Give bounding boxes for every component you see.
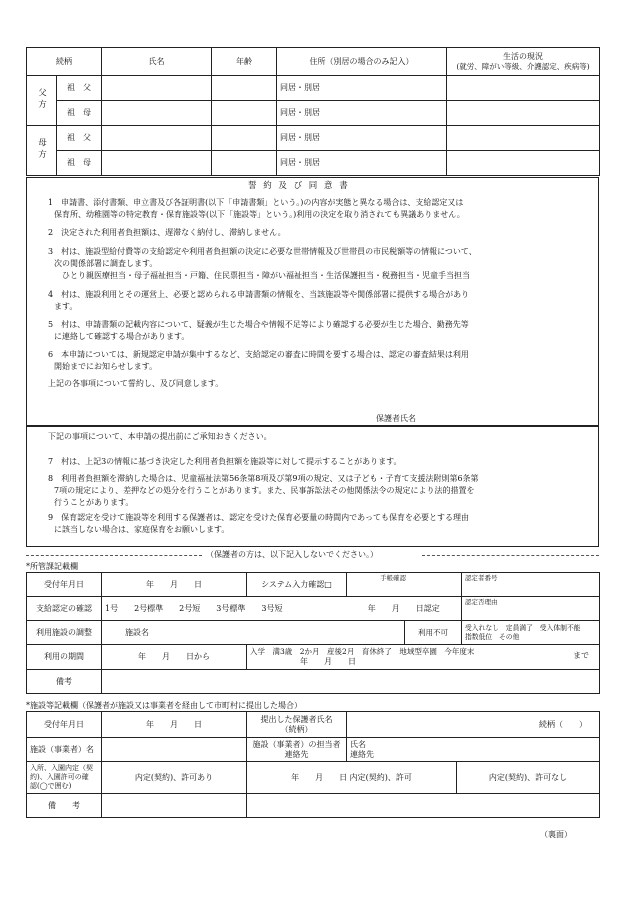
facility-name-label: 施設（事業者）名 — [27, 738, 102, 762]
mother-grandfather-label: 祖 父 — [57, 126, 102, 151]
contact-person-field[interactable] — [347, 738, 600, 762]
address-cell[interactable] — [277, 126, 447, 151]
age-cell[interactable] — [212, 101, 277, 126]
age-cell[interactable] — [212, 76, 277, 101]
pledge-item-3a: 3 村は、施設型給付費等の支給認定や利用者負担額の決定に必要な世帯情報及び世帯員の市民税額等の情報について、 — [48, 247, 477, 256]
office-table — [26, 572, 600, 694]
denial-reason-label: 認定否理由 — [465, 598, 498, 606]
status-cell[interactable] — [447, 151, 600, 176]
submitter-label-line2: （続柄） — [280, 724, 313, 734]
reasons-line1: 受入れなし 定員満了 受入体制不能 — [465, 623, 581, 632]
period-from[interactable]: 年 月 日から — [102, 645, 247, 670]
name-cell[interactable] — [102, 126, 212, 151]
guardian-name-label: 保護者氏名 — [376, 414, 416, 423]
period-label: 利用の期間 — [27, 645, 102, 670]
contact-name-label: 氏名 — [350, 739, 366, 749]
pledge-item-6b: 開始までにお知らせします。 — [54, 362, 158, 371]
page-footer: （裏面） — [540, 830, 572, 839]
pledge-item-1a: 1 申請書、添付書類、申立書及び各証明書(以下「申請書類」という。)の内容が実態と異なる場合は、支給認定又は — [48, 198, 464, 207]
not-available-label: 利用不可 — [405, 621, 462, 645]
pledge-item-3c: ひとり親医療担当・母子福祉担当・戸籍、住民票担当・障がい福祉担当・生活保護担当・税務担当・児童手当担当 — [62, 271, 470, 280]
facility-section-title: *施設等記載欄（保護者が施設又は事業者を経由して市町村に提出した場合） — [26, 701, 302, 710]
facility-remarks-field-2[interactable] — [247, 794, 600, 818]
living-status[interactable]: 同居・別居 — [280, 158, 320, 167]
facility-remarks-label: 備 考 — [27, 794, 102, 818]
header-address: 住所（別居の場合のみ記入） — [277, 48, 447, 76]
address-cell[interactable] — [277, 76, 447, 101]
cert-number-cell[interactable] — [462, 573, 600, 597]
header-status — [447, 48, 600, 76]
family-table — [26, 47, 600, 176]
pledge-item-5a: 5 村は、申請書類の記載内容について、疑義が生じた場合や情報不足等により確認する必要が生じた場合、勤務先等 — [48, 320, 469, 329]
name-cell[interactable] — [102, 76, 212, 101]
cert-options[interactable]: 1号 2号標準 2号短 3号標準 3号短 — [102, 597, 347, 621]
status-cell[interactable] — [447, 76, 600, 101]
contact-person-label — [247, 738, 347, 762]
divider-line-right — [422, 555, 599, 556]
notice-item-7: 7 村は、上記3の情報に基づき決定した利用者負担額を施設等に対して提示することがあります。 — [48, 457, 402, 466]
admission-label-line3: 認(◯で囲む) — [30, 782, 72, 790]
group-father: 父方 — [27, 76, 57, 126]
header-name: 氏名 — [102, 48, 212, 76]
admission-option-no[interactable]: 内定(契約)、許可なし — [457, 762, 600, 794]
admission-label-line2: 約)、入園許可の確 — [30, 773, 89, 781]
facility-receipt-label: 受付年月日 — [27, 712, 102, 738]
pledge-item-6a: 6 本申請については、新規認定申請が集中するなど、支給認定の審査に時間を要する場合は、認定の審査結果は利用 — [48, 350, 469, 359]
reasons-line2: 指数低位 その他 — [465, 632, 520, 641]
handbook-check-cell[interactable] — [347, 573, 462, 597]
admission-label-line1: 入所、入園内定（契 — [30, 764, 93, 772]
age-cell[interactable] — [212, 126, 277, 151]
header-age: 年齢 — [212, 48, 277, 76]
office-receipt-date[interactable]: 年 月 日 — [102, 573, 247, 597]
notice-item-8a: 8 利用者負担額を滞納した場合は、児童福祉法第56条第8項及び第9項の規定、又は子ども・子育て支援法附則第6条第 — [48, 474, 479, 483]
facility-remarks-field[interactable] — [102, 794, 247, 818]
divider-text: （保護者の方は、以下記入しないでください。） — [206, 550, 378, 559]
submitter-label — [247, 712, 347, 738]
office-remarks-field[interactable] — [102, 670, 600, 694]
system-input-check[interactable]: システム入力確認□ — [247, 573, 347, 597]
pledge-item-4b: ます。 — [54, 302, 78, 311]
facility-receipt-date[interactable]: 年 月 日 — [102, 712, 247, 738]
guardian-name-field[interactable] — [430, 410, 590, 424]
admission-option-yes[interactable]: 内定(契約)、許可あり — [102, 762, 247, 794]
submitter-label-line1: 提出した保護者氏名 — [260, 714, 333, 724]
contact-person-line2: 連絡先 — [284, 749, 309, 759]
period-options: 入学 満3歳 2か月 産後2月 育休終了 地域型卒園 今年度末 — [250, 647, 475, 656]
office-receipt-label: 受付年月日 — [27, 573, 102, 597]
office-section-title: *所管課記載欄 — [26, 562, 78, 571]
period-until-date: 年 月 日 — [300, 657, 356, 666]
reasons-cell[interactable] — [462, 621, 600, 645]
facility-adjust-label: 利用施設の調整 — [27, 621, 102, 645]
pledge-item-1b: 保育所、幼稚園等の特定教育・保育施設等(以下「施設等」という。)利用の決定を取り消されても異議ありません。 — [54, 210, 465, 219]
header-status-line2: (就労、障がい等級、介護認定、疾病等) — [456, 61, 590, 71]
admission-option-date[interactable]: 年 月 日 内定(契約)、許可 — [247, 762, 457, 794]
notice-intro: 下記の事項について、本申請の提出前にご承知おきください。 — [48, 432, 272, 441]
pledge-item-4a: 4 村は、施設利用とその運営上、必要と認められる申請書類の情報を、当該施設等や関係部署に提供する場合があり — [48, 290, 470, 299]
handbook-check-label: 手帳確認 — [380, 574, 406, 582]
cert-date[interactable]: 年 月 日認定 — [347, 597, 462, 621]
denial-reason-cell[interactable] — [462, 597, 600, 621]
cert-number-label: 認定者番号 — [465, 574, 498, 582]
living-status[interactable]: 同居・別居 — [280, 83, 320, 92]
pledge-title: 誓 約 及 び 同 意 書 — [248, 181, 350, 191]
pledge-item-3b: 次の関係部署に調査します。 — [54, 259, 158, 268]
pledge-agree: 上記の各事項について誓約し、及び同意します。 — [48, 379, 224, 388]
name-cell[interactable] — [102, 151, 212, 176]
group-mother: 母方 — [27, 126, 57, 176]
office-remarks-label: 備考 — [27, 670, 102, 694]
submitter-relation[interactable]: 続柄（ ） — [347, 712, 600, 738]
admission-confirm-label — [27, 762, 102, 794]
period-options-cell[interactable] — [247, 645, 600, 670]
facility-name-cell[interactable] — [102, 621, 405, 645]
notice-item-8b: 7項の規定により、差押などの処分を行うことがあります。また、民事訴訟法その他関係法令の規定により法的措置を — [54, 486, 475, 495]
status-cell[interactable] — [447, 126, 600, 151]
period-until: まで — [573, 651, 589, 660]
living-status[interactable]: 同居・別居 — [280, 133, 320, 142]
age-cell[interactable] — [212, 151, 277, 176]
notice-item-9b: に該当しない場合は、家庭保育をお願いします。 — [54, 525, 230, 534]
contact-person-line1: 施設（事業者）の担当者 — [252, 739, 341, 749]
divider-line-left — [26, 555, 202, 556]
notice-item-8c: 行うことがあります。 — [54, 498, 134, 507]
address-cell[interactable] — [277, 101, 447, 126]
facility-name-label: 施設名 — [125, 627, 149, 637]
header-status-line1: 生活の現況 — [503, 51, 543, 61]
facility-table — [26, 711, 600, 818]
address-cell[interactable] — [277, 151, 447, 176]
facility-name-field[interactable] — [102, 738, 247, 762]
father-grandmother-label: 祖 母 — [57, 101, 102, 126]
father-grandfather-label: 祖 父 — [57, 76, 102, 101]
header-relation: 続柄 — [27, 48, 102, 76]
name-cell[interactable] — [102, 101, 212, 126]
notice-item-9a: 9 保育認定を受けて施設等を利用する保護者は、認定を受けた保育必要量の時間内であっても保育を必要とする理由 — [48, 513, 470, 522]
status-cell[interactable] — [447, 101, 600, 126]
pledge-item-5b: に連絡して確認する場合があります。 — [54, 332, 190, 341]
living-status[interactable]: 同居・別居 — [280, 108, 320, 117]
mother-grandmother-label: 祖 母 — [57, 151, 102, 176]
pledge-item-2: 2 決定された利用者負担額は、遅滞なく納付し、滞納しません。 — [48, 228, 286, 237]
contact-phone-label: 連絡先 — [350, 749, 374, 759]
cert-confirm-label: 支給認定の確認 — [27, 597, 102, 621]
